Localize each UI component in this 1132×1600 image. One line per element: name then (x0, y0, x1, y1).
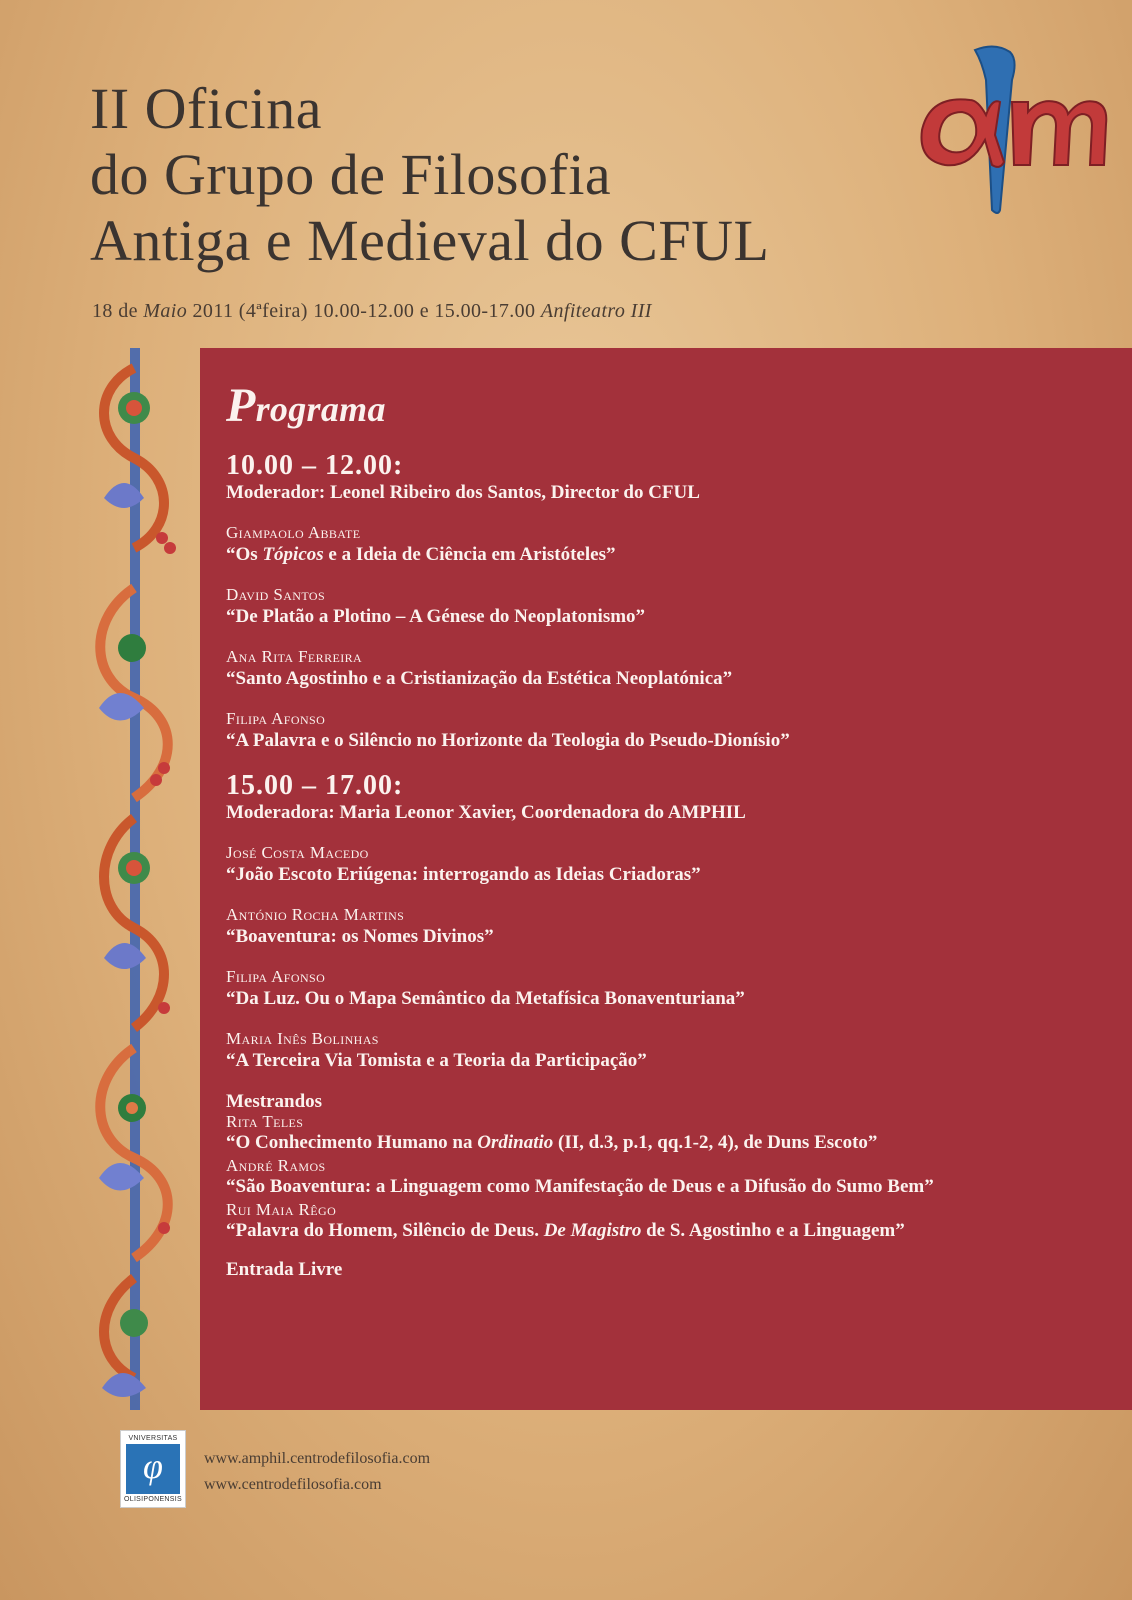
session-moderator: Moderador: Leonel Ribeiro dos Santos, Director do CFUL (226, 482, 700, 503)
talk-title-part: “O Conhecimento Humano na (226, 1132, 478, 1153)
illuminated-border (84, 348, 184, 1410)
title-line-2: do Grupo de Filosofia (90, 142, 612, 207)
talk-title-part: “Boaventura: os Nomes Divinos” (226, 926, 494, 947)
session-block (226, 451, 1132, 753)
date-place: Anfiteatro (540, 300, 626, 322)
talk-title (226, 1049, 1132, 1073)
websites (204, 1446, 430, 1498)
talk-title (226, 543, 1132, 567)
logo-m (1012, 101, 1106, 165)
programme-heading: Programa (226, 379, 386, 432)
poster-title (90, 76, 769, 274)
talk-title (226, 605, 1132, 629)
talk-item (226, 585, 1132, 629)
masters-section (226, 1091, 1132, 1243)
session-time: 10.00 – 12.00: (226, 450, 404, 481)
talk-item (226, 843, 1132, 887)
talk-item (226, 1029, 1132, 1073)
session-moderator: Moderadora: Maria Leonor Xavier, Coordenadora do AMPHIL (226, 802, 746, 823)
talk-title-part: “Da Luz. Ou o Mapa Semântico da Metafísica Bonaventuriana” (226, 988, 745, 1009)
talk-speaker: Filipa Afonso (226, 709, 326, 728)
border-motif-5 (102, 1278, 148, 1397)
talk-item (226, 1157, 1132, 1199)
talk-title-part: “São Boaventura: a Linguagem como Manifestação de Deus e a Difusão do Sumo Bem” (226, 1176, 934, 1197)
session-time: 15.00 – 17.00: (226, 770, 404, 801)
date-times: 2011 (4ªfeira) 10.00-12.00 e 15.00-17.00 (192, 300, 536, 322)
talk-speaker: Rita Teles (226, 1112, 304, 1131)
talk-title (226, 729, 1132, 753)
title-line-3: Antiga e Medieval do CFUL (90, 208, 770, 273)
talk-speaker: António Rocha Martins (226, 905, 405, 924)
title-line-1: II Oficina (90, 76, 323, 141)
date-line (92, 300, 652, 323)
talk-speaker: André Ramos (226, 1156, 326, 1175)
masters-list (226, 1113, 1132, 1243)
talk-title-part: de S. Agostinho e a Linguagem” (641, 1220, 905, 1241)
session-block (226, 771, 1132, 1073)
amphil-logo (900, 40, 1110, 220)
talk-speaker: Rui Maia Rêgo (226, 1200, 337, 1219)
talk-speaker: José Costa Macedo (226, 843, 369, 862)
talk-title (226, 1219, 1132, 1243)
talk-title (226, 1131, 1132, 1155)
phi-icon: φ (126, 1444, 180, 1494)
date-day: 18 de (92, 300, 138, 322)
talk-item (226, 967, 1132, 1011)
university-logo-bottom: OLISIPONENSIS (124, 1496, 182, 1503)
talk-item (226, 709, 1132, 753)
talk-speaker: Maria Inês Bolinhas (226, 1029, 379, 1048)
talk-item (226, 905, 1132, 949)
website-link-amphil[interactable]: www.amphil.centrodefilosofia.com (204, 1450, 431, 1467)
talk-title-italic: De Magistro (543, 1220, 642, 1241)
talk-speaker: Ana Rita Ferreira (226, 647, 363, 666)
talk-title-part: “A Palavra e o Silêncio no Horizonte da Teologia do Pseudo-Dionísio” (226, 730, 790, 751)
talk-item (226, 523, 1132, 567)
talk-item (226, 1201, 1132, 1243)
university-logo (120, 1430, 186, 1508)
talk-item (226, 1113, 1132, 1155)
talk-title-part: “De Platão a Plotino – A Génese do Neoplatonismo” (226, 606, 646, 627)
talk-title-part: “João Escoto Eriúgena: interrogando as Ideias Criadoras” (226, 864, 701, 885)
talk-title-italic: Ordinatio (477, 1132, 554, 1153)
talk-title-part: “Palavra do Homem, Silêncio de Deus. (226, 1220, 544, 1241)
date-room: III (630, 300, 652, 322)
entry-note: Entrada Livre (226, 1259, 343, 1280)
logo-alpha (921, 99, 1004, 167)
date-month: Maio (143, 300, 188, 322)
university-logo-top: VNIVERSITAS (128, 1435, 178, 1442)
talk-title (226, 987, 1132, 1011)
talk-title-part: “A Terceira Via Tomista e a Teoria da Participação” (226, 1050, 647, 1071)
talk-title (226, 863, 1132, 887)
talk-title (226, 925, 1132, 949)
talk-title (226, 667, 1132, 691)
masters-heading: Mestrandos (226, 1091, 323, 1112)
talk-title-part: (II, d.3, p.1, qq.1-2, 4), de Duns Escoto” (553, 1132, 878, 1153)
talk-speaker: Filipa Afonso (226, 967, 326, 986)
talk-title-part: “Santo Agostinho e a Cristianização da Estética Neoplatónica” (226, 668, 733, 689)
talk-title-italic: Tópicos (262, 544, 324, 565)
talk-title-part: “Os (226, 544, 263, 565)
talk-speaker: Giampaolo Abbate (226, 523, 361, 542)
website-link-cful[interactable]: www.centrodefilosofia.com (204, 1476, 382, 1493)
sessions (226, 451, 1132, 1073)
talk-title (226, 1175, 1132, 1199)
talk-item (226, 647, 1132, 691)
talk-speaker: David Santos (226, 585, 326, 604)
programme-panel (200, 348, 1132, 1410)
talk-title-part: e a Ideia de Ciência em Aristóteles” (323, 544, 616, 565)
